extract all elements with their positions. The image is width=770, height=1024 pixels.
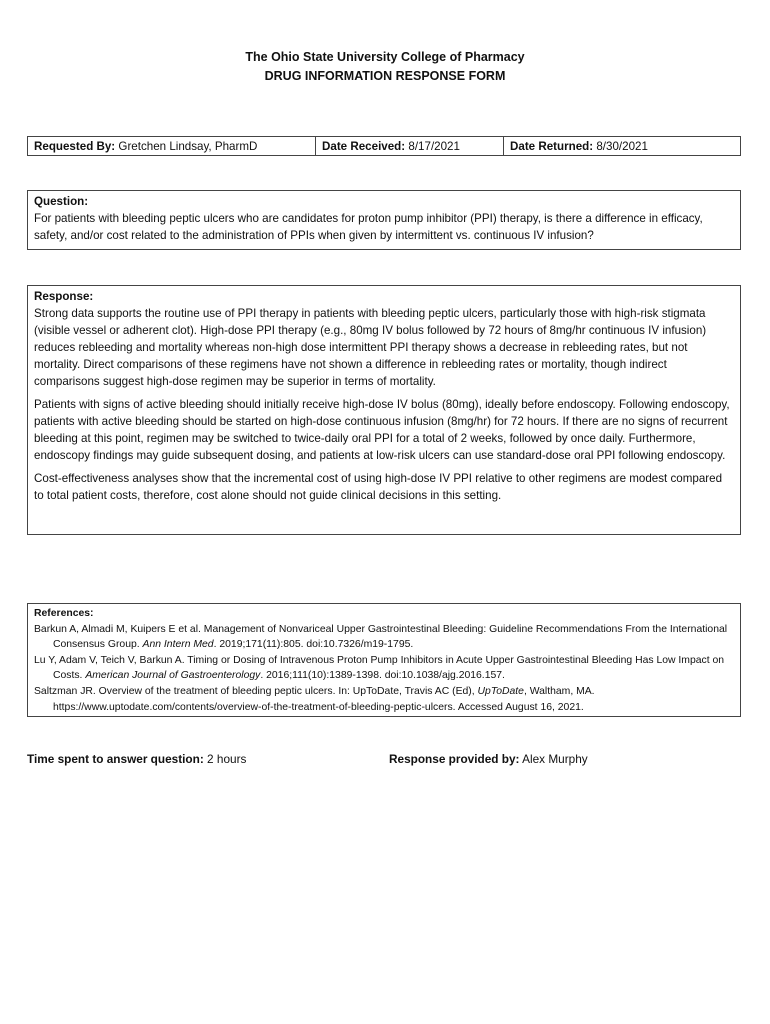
request-info-row — [27, 136, 741, 156]
reference-text: Barkun A, Almadi M, Kuipers E et al. Management of Nonvariceal Upper Gastrointestinal Bleeding: Guideline Recommendations From the International Consensus Group. — [34, 623, 728, 651]
requested-by-label: Requested By: — [34, 140, 116, 153]
reference-text: . 2019;171(11):805. doi:10.7326/m19-1795. — [213, 639, 414, 651]
reference-text: Lu Y, Adam V, Teich V, Barkun A. Timing or Dosing of Intravenous Proton Pump Inhibitors in Acute Upper Gastrointestinal Bleeding Has Low Impact on Costs. — [34, 654, 725, 682]
date-received-cell — [315, 137, 503, 155]
form-header — [0, 48, 770, 86]
reference-journal: UpToDate — [477, 685, 524, 697]
requested-by-value: Gretchen Lindsay, PharmD — [118, 140, 258, 153]
time-spent — [27, 751, 246, 768]
date-received-value: 8/17/2021 — [408, 140, 460, 153]
institution-title: The Ohio State University College of Pharmacy — [245, 50, 525, 64]
date-returned-value: 8/30/2021 — [596, 140, 648, 153]
time-spent-label: Time spent to answer question: — [27, 752, 204, 766]
reference-text: , Waltham, MA. https://www.uptodate.com/contents/overview-of-the-treatment-of-bleeding-peptic-ulcers. Accessed August 16, 2021. — [53, 685, 595, 713]
reference-journal: American Journal of Gastroenterology — [85, 670, 261, 682]
response-paragraph: Cost-effectiveness analyses show that the incremental cost of using high-dose IV PPI relative to other regimens are modest compared to total patient costs, therefore, cost alone should not guide clinical decisions in this setting. — [34, 472, 723, 502]
question-text: For patients with bleeding peptic ulcers who are candidates for proton pump inhibitor (PPI) therapy, is there a difference in efficacy, safety, and/or cost related to the administration of PPIs when given by intermittent vs. continuous IV infusion? — [34, 212, 703, 242]
reference-item — [34, 684, 734, 715]
references-box — [27, 603, 741, 717]
date-returned-label: Date Returned: — [510, 140, 594, 153]
response-provided-by — [389, 751, 588, 768]
requested-by-cell — [28, 137, 315, 155]
reference-text: . 2016;111(10):1389-1398. doi:10.1038/ajg.2016.157. — [260, 670, 505, 682]
date-received-label: Date Received: — [322, 140, 406, 153]
response-provided-value: Alex Murphy — [522, 752, 588, 766]
question-label: Question: — [34, 195, 89, 208]
response-box — [27, 285, 741, 535]
response-paragraph: Patients with signs of active bleeding should initially receive high-dose IV bolus (80mg), ideally before endoscopy. Following endoscopy, patients with active bleeding should be started on high-dose continuous infusion (8mg/hr) for 72 hours. If there are no signs of recurrent bleeding at this point, regimen may be switched to twice-daily oral PPI for a total of 2 weeks, followed by once daily. Furthermore, endoscopy findings may guide subsequent dosing, and patients at low-risk ulcers can use standard-dose oral PPI following endoscopy. — [34, 398, 730, 462]
time-spent-value: 2 hours — [207, 752, 247, 766]
form-title: DRUG INFORMATION RESPONSE FORM — [264, 69, 506, 83]
response-provided-label: Response provided by: — [389, 752, 520, 766]
reference-item — [34, 653, 734, 684]
response-label: Response: — [34, 290, 94, 303]
reference-text: Saltzman JR. Overview of the treatment of bleeding peptic ulcers. In: UpToDate, Travis AC (Ed), — [34, 685, 478, 697]
date-returned-cell — [503, 137, 740, 155]
question-box — [27, 190, 741, 250]
reference-item — [34, 622, 734, 653]
response-paragraph: Strong data supports the routine use of PPI therapy in patients with bleeding peptic ulcers, particularly those with high-risk stigmata (visible vessel or adherent clot). High-dose PPI therapy (e.g., 80mg IV bolus followed by 72 hours of 8mg/hr continuous IV infusion) reduces rebleeding and mortality whereas non-high dose intermittent PPI therapy shows a decrease in rebleeding rates, but not mortality. Direct comparisons of these regimens have not shown a difference in rebleeding rates or mortality, though indirect comparisons suggest high-dose regimen may be superior in terms of mortality. — [34, 307, 707, 388]
reference-journal: Ann Intern Med — [142, 639, 214, 651]
references-label: References: — [34, 608, 94, 619]
